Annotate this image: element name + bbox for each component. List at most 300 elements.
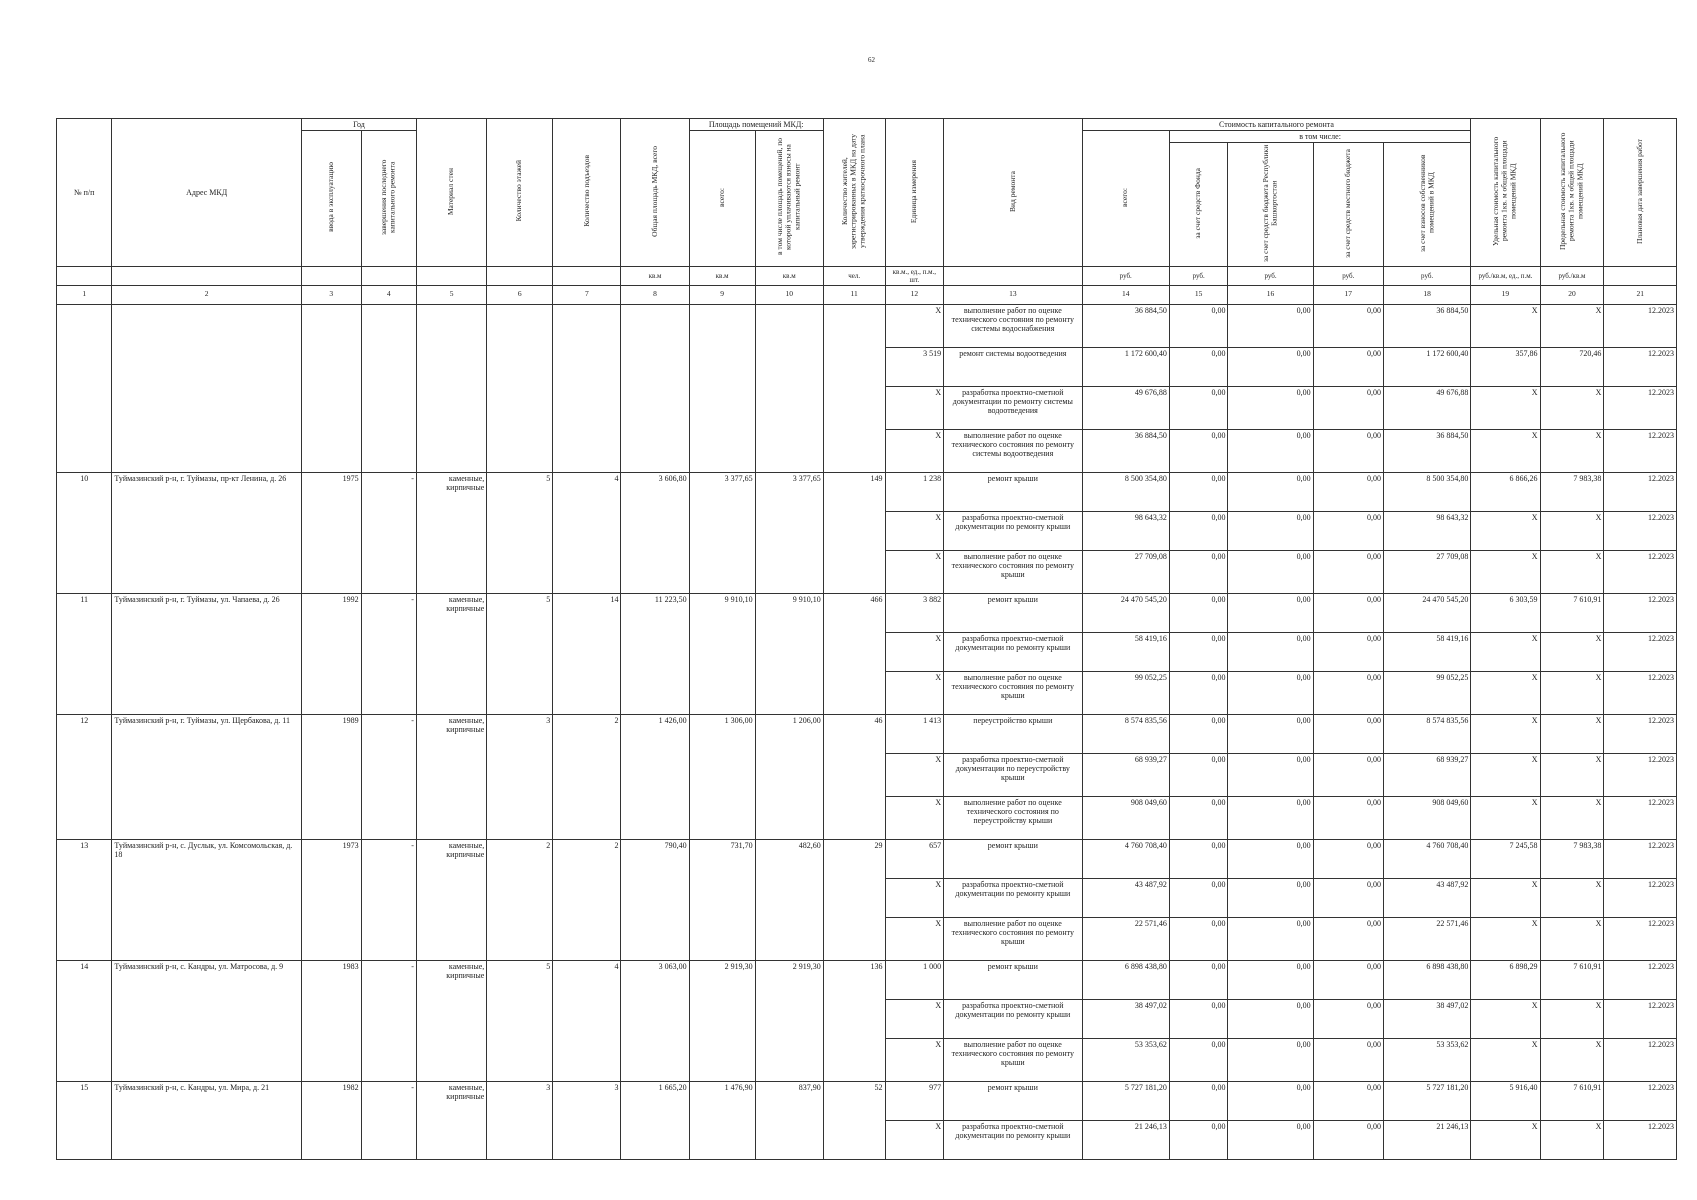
planned-date: 12.2023 [1604, 632, 1677, 671]
cost-republic: 0,00 [1228, 671, 1313, 714]
max-cost: 7 983,38 [1540, 839, 1604, 878]
header-total-area: Общая площадь МКД, всего [621, 119, 689, 267]
wall-material: каменные, кирпичные [416, 593, 486, 714]
cost-fund: 0,00 [1169, 878, 1228, 917]
cost-owners: 908 049,60 [1383, 796, 1470, 839]
cost-local: 0,00 [1313, 550, 1383, 593]
cost-local: 0,00 [1313, 839, 1383, 878]
col-number: 19 [1471, 285, 1540, 304]
header-work-type: Вид ремонта [944, 119, 1082, 267]
cost-total: 36 884,50 [1082, 429, 1169, 472]
premises-contrib-area: 482,60 [755, 839, 823, 960]
cost-local: 0,00 [1313, 714, 1383, 753]
header-cost-fund: за счет средств Фонда [1169, 143, 1228, 266]
cost-fund: 0,00 [1169, 511, 1228, 550]
unit-cell: руб. [1082, 266, 1169, 285]
max-cost: 7 983,38 [1540, 472, 1604, 511]
cost-owners: 68 939,27 [1383, 753, 1470, 796]
cost-local: 0,00 [1313, 1081, 1383, 1120]
house-number: 10 [57, 472, 112, 593]
cost-owners: 58 419,16 [1383, 632, 1470, 671]
year-commissioning: 1989 [301, 714, 361, 839]
header-cost-local: за счет средств местного бюджета [1313, 143, 1383, 266]
cost-republic: 0,00 [1228, 632, 1313, 671]
cost-fund: 0,00 [1169, 1120, 1228, 1159]
total-area: 3 063,00 [621, 960, 689, 1081]
year-commissioning: 1973 [301, 839, 361, 960]
work-unit: X [885, 878, 944, 917]
unit-cell: кв.м [621, 266, 689, 285]
planned-date: 12.2023 [1604, 1038, 1677, 1081]
cost-total: 908 049,60 [1082, 796, 1169, 839]
table-row [57, 1081, 1677, 1120]
work-type: разработка проектно-сметной документации по ремонту крыши [944, 878, 1082, 917]
max-cost: X [1540, 632, 1604, 671]
planned-date: 12.2023 [1604, 511, 1677, 550]
premises-area: 9 910,10 [689, 593, 755, 714]
cost-republic: 0,00 [1228, 511, 1313, 550]
header-premises: Площадь помещений МКД: [689, 119, 823, 131]
planned-date: 12.2023 [1604, 999, 1677, 1038]
cost-total: 98 643,32 [1082, 511, 1169, 550]
residents-count: 149 [823, 472, 885, 593]
cost-fund: 0,00 [1169, 917, 1228, 960]
planned-date: 12.2023 [1604, 960, 1677, 999]
planned-date: 12.2023 [1604, 386, 1677, 429]
work-type: ремонт крыши [944, 593, 1082, 632]
work-type: ремонт системы водоотведения [944, 347, 1082, 386]
work-unit: X [885, 304, 944, 347]
capital-repair-table [56, 118, 1677, 1160]
work-unit: X [885, 1038, 944, 1081]
floors-count: 3 [487, 714, 553, 839]
cost-republic: 0,00 [1228, 1120, 1313, 1159]
unit-cost: X [1471, 511, 1540, 550]
cost-local: 0,00 [1313, 632, 1383, 671]
unit-cell: руб. [1383, 266, 1470, 285]
planned-date: 12.2023 [1604, 796, 1677, 839]
house-address [112, 304, 302, 472]
work-unit: 1 413 [885, 714, 944, 753]
floors-count: 5 [487, 593, 553, 714]
table-body [57, 304, 1677, 1159]
cost-owners: 36 884,50 [1383, 429, 1470, 472]
cost-republic: 0,00 [1228, 839, 1313, 878]
entrances-count: 2 [553, 714, 621, 839]
cost-fund: 0,00 [1169, 1038, 1228, 1081]
unit-cell: руб. [1313, 266, 1383, 285]
planned-date: 12.2023 [1604, 1120, 1677, 1159]
col-number: 17 [1313, 285, 1383, 304]
planned-date: 12.2023 [1604, 878, 1677, 917]
col-number: 20 [1540, 285, 1604, 304]
wall-material: каменные, кирпичные [416, 839, 486, 960]
work-unit: X [885, 753, 944, 796]
col-number: 3 [301, 285, 361, 304]
cost-owners: 1 172 600,40 [1383, 347, 1470, 386]
premises-area [689, 304, 755, 472]
planned-date: 12.2023 [1604, 429, 1677, 472]
cost-republic: 0,00 [1228, 796, 1313, 839]
header-material: Материал стен [416, 119, 486, 267]
planned-date: 12.2023 [1604, 671, 1677, 714]
max-cost: X [1540, 999, 1604, 1038]
premises-contrib-area: 9 910,10 [755, 593, 823, 714]
col-number: 2 [112, 285, 302, 304]
cost-republic: 0,00 [1228, 593, 1313, 632]
cost-local: 0,00 [1313, 917, 1383, 960]
cost-republic: 0,00 [1228, 999, 1313, 1038]
unit-cost: X [1471, 999, 1540, 1038]
premises-area: 1 306,00 [689, 714, 755, 839]
max-cost: X [1540, 917, 1604, 960]
year-commissioning: 1992 [301, 593, 361, 714]
planned-date: 12.2023 [1604, 550, 1677, 593]
cost-fund: 0,00 [1169, 386, 1228, 429]
planned-date: 12.2023 [1604, 304, 1677, 347]
cost-republic: 0,00 [1228, 1081, 1313, 1120]
cost-local: 0,00 [1313, 999, 1383, 1038]
cost-local: 0,00 [1313, 878, 1383, 917]
unit-cell: кв.м [689, 266, 755, 285]
max-cost: X [1540, 1120, 1604, 1159]
work-type: выполнение работ по оценке технического состояния по ремонту системы водоотведения [944, 429, 1082, 472]
unit-cost: 6 303,59 [1471, 593, 1540, 632]
header-planned-date: Плановая дата завершения работ [1604, 119, 1677, 267]
cost-fund: 0,00 [1169, 960, 1228, 999]
year-last-repair: - [361, 593, 416, 714]
max-cost: X [1540, 550, 1604, 593]
col-number: 8 [621, 285, 689, 304]
planned-date: 12.2023 [1604, 1081, 1677, 1120]
header-unit-cost: Удельная стоимость капитального ремонта 1кв. м общей площади помещений МКД [1471, 119, 1540, 267]
cost-local: 0,00 [1313, 960, 1383, 999]
cost-local: 0,00 [1313, 1120, 1383, 1159]
cost-owners: 98 643,32 [1383, 511, 1470, 550]
unit-cost: 7 245,58 [1471, 839, 1540, 878]
work-type: выполнение работ по оценке технического состояния по ремонту крыши [944, 671, 1082, 714]
table-row [57, 472, 1677, 511]
max-cost: 7 610,91 [1540, 1081, 1604, 1120]
col-number: 21 [1604, 285, 1677, 304]
total-area: 1 665,20 [621, 1081, 689, 1159]
work-unit: X [885, 429, 944, 472]
cost-fund: 0,00 [1169, 753, 1228, 796]
residents-count: 29 [823, 839, 885, 960]
max-cost: 7 610,91 [1540, 593, 1604, 632]
cost-local: 0,00 [1313, 429, 1383, 472]
col-number: 14 [1082, 285, 1169, 304]
header-cost-owners: за счет взносов собственников помещений в МКД [1383, 143, 1470, 266]
work-type: ремонт крыши [944, 472, 1082, 511]
residents-count: 46 [823, 714, 885, 839]
residents-count: 466 [823, 593, 885, 714]
max-cost: X [1540, 511, 1604, 550]
cost-total: 58 419,16 [1082, 632, 1169, 671]
cost-total: 4 760 708,40 [1082, 839, 1169, 878]
max-cost: 7 610,91 [1540, 960, 1604, 999]
cost-owners: 4 760 708,40 [1383, 839, 1470, 878]
unit-cell: кв.м [755, 266, 823, 285]
floors-count [487, 304, 553, 472]
premises-contrib-area [755, 304, 823, 472]
cost-republic: 0,00 [1228, 714, 1313, 753]
premises-area: 1 476,90 [689, 1081, 755, 1159]
cost-owners: 43 487,92 [1383, 878, 1470, 917]
house-number: 12 [57, 714, 112, 839]
work-unit: X [885, 550, 944, 593]
cost-fund: 0,00 [1169, 671, 1228, 714]
year-commissioning: 1975 [301, 472, 361, 593]
work-unit: X [885, 796, 944, 839]
header-incl: в том числе: [1169, 131, 1470, 143]
work-unit: X [885, 511, 944, 550]
cost-fund: 0,00 [1169, 796, 1228, 839]
cost-total: 53 353,62 [1082, 1038, 1169, 1081]
max-cost: X [1540, 796, 1604, 839]
cost-fund: 0,00 [1169, 999, 1228, 1038]
work-unit: 977 [885, 1081, 944, 1120]
col-number: 5 [416, 285, 486, 304]
unit-cost: 357,86 [1471, 347, 1540, 386]
entrances-count: 4 [553, 960, 621, 1081]
premises-area: 2 919,30 [689, 960, 755, 1081]
col-number: 6 [487, 285, 553, 304]
header-num: № п/п [57, 119, 112, 267]
cost-owners: 5 727 181,20 [1383, 1081, 1470, 1120]
cost-republic: 0,00 [1228, 347, 1313, 386]
planned-date: 12.2023 [1604, 714, 1677, 753]
table-row [57, 839, 1677, 878]
year-last-repair [361, 304, 416, 472]
cost-total: 27 709,08 [1082, 550, 1169, 593]
house-address: Туймазинский р-н, г. Туймазы, пр-кт Ленина, д. 26 [112, 472, 302, 593]
cost-local: 0,00 [1313, 753, 1383, 796]
house-number: 11 [57, 593, 112, 714]
col-number: 18 [1383, 285, 1470, 304]
unit-cell: кв.м., ед., п.м., шт. [885, 266, 944, 285]
unit-cell: руб. [1228, 266, 1313, 285]
capital-repair-table-sheet [56, 118, 1677, 1160]
cost-fund: 0,00 [1169, 839, 1228, 878]
work-type: разработка проектно-сметной документации по ремонту крыши [944, 1120, 1082, 1159]
col-number: 7 [553, 285, 621, 304]
wall-material [416, 304, 486, 472]
cost-total: 5 727 181,20 [1082, 1081, 1169, 1120]
year-last-repair: - [361, 839, 416, 960]
wall-material: каменные, кирпичные [416, 472, 486, 593]
cost-fund: 0,00 [1169, 472, 1228, 511]
header-entrances: Количество подъездов [553, 119, 621, 267]
cost-republic: 0,00 [1228, 429, 1313, 472]
cost-owners: 27 709,08 [1383, 550, 1470, 593]
cost-local: 0,00 [1313, 796, 1383, 839]
col-number: 15 [1169, 285, 1228, 304]
work-type: разработка проектно-сметной документации по ремонту крыши [944, 632, 1082, 671]
table-row [57, 960, 1677, 999]
cost-local: 0,00 [1313, 472, 1383, 511]
cost-local: 0,00 [1313, 347, 1383, 386]
house-address: Туймазинский р-н, с. Дуслык, ул. Комсомольская, д. 18 [112, 839, 302, 960]
cost-owners: 21 246,13 [1383, 1120, 1470, 1159]
floors-count: 3 [487, 1081, 553, 1159]
work-unit: X [885, 671, 944, 714]
premises-contrib-area: 837,90 [755, 1081, 823, 1159]
work-type: разработка проектно-сметной документации по ремонту системы водоотведения [944, 386, 1082, 429]
work-unit: X [885, 632, 944, 671]
premises-contrib-area: 1 206,00 [755, 714, 823, 839]
cost-total: 99 052,25 [1082, 671, 1169, 714]
cost-total: 68 939,27 [1082, 753, 1169, 796]
header-cost-total: всего: [1082, 131, 1169, 266]
work-unit: 3 519 [885, 347, 944, 386]
table-row [57, 304, 1677, 347]
house-address: Туймазинский р-н, с. Кандры, ул. Мира, д. 21 [112, 1081, 302, 1159]
work-type: выполнение работ по оценке технического состояния по ремонту крыши [944, 550, 1082, 593]
year-last-repair: - [361, 1081, 416, 1159]
header-cost-republic: за счет средств бюджета Республики Башкортостан [1228, 143, 1313, 266]
cost-local: 0,00 [1313, 511, 1383, 550]
work-type: ремонт крыши [944, 960, 1082, 999]
total-area: 3 606,80 [621, 472, 689, 593]
cost-fund: 0,00 [1169, 347, 1228, 386]
cost-total: 6 898 438,80 [1082, 960, 1169, 999]
cost-total: 24 470 545,20 [1082, 593, 1169, 632]
wall-material: каменные, кирпичные [416, 714, 486, 839]
premises-area: 3 377,65 [689, 472, 755, 593]
year-commissioning [301, 304, 361, 472]
unit-cost: X [1471, 429, 1540, 472]
total-area: 11 223,50 [621, 593, 689, 714]
max-cost: X [1540, 753, 1604, 796]
planned-date: 12.2023 [1604, 839, 1677, 878]
cost-total: 43 487,92 [1082, 878, 1169, 917]
header-max-cost: Предельная стоимость капитального ремонта 1кв. м общей площади помещений МКД [1540, 119, 1604, 267]
floors-count: 2 [487, 839, 553, 960]
col-number: 16 [1228, 285, 1313, 304]
unit-cell: руб./кв.м [1540, 266, 1604, 285]
work-type: выполнение работ по оценке технического состояния по ремонту крыши [944, 1038, 1082, 1081]
header-year: Год [301, 119, 416, 131]
wall-material: каменные, кирпичные [416, 960, 486, 1081]
header-address: Адрес МКД [112, 119, 302, 267]
cost-owners: 8 574 835,56 [1383, 714, 1470, 753]
unit-cell: руб./кв.м, ед., п.м. [1471, 266, 1540, 285]
unit-cost: X [1471, 550, 1540, 593]
header-cost: Стоимость капитального ремонта [1082, 119, 1471, 131]
cost-republic: 0,00 [1228, 386, 1313, 429]
cost-fund: 0,00 [1169, 593, 1228, 632]
unit-cost: X [1471, 1120, 1540, 1159]
work-type: разработка проектно-сметной документации по ремонту крыши [944, 511, 1082, 550]
work-type: ремонт крыши [944, 839, 1082, 878]
cost-total: 8 500 354,80 [1082, 472, 1169, 511]
house-number [57, 304, 112, 472]
cost-total: 36 884,50 [1082, 304, 1169, 347]
work-type: разработка проектно-сметной документации по переустройству крыши [944, 753, 1082, 796]
unit-cost: 6 866,26 [1471, 472, 1540, 511]
house-address: Туймазинский р-н, с. Кандры, ул. Матросова, д. 9 [112, 960, 302, 1081]
cost-fund: 0,00 [1169, 632, 1228, 671]
cost-fund: 0,00 [1169, 1081, 1228, 1120]
max-cost: X [1540, 671, 1604, 714]
cost-owners: 36 884,50 [1383, 304, 1470, 347]
header-premises-total: всего: [689, 131, 755, 266]
cost-fund: 0,00 [1169, 429, 1228, 472]
total-area: 790,40 [621, 839, 689, 960]
cost-fund: 0,00 [1169, 304, 1228, 347]
col-number: 11 [823, 285, 885, 304]
header-premises-contrib: в том числе площадь помещений, по которой уплачиваются взносы на капитальный ремонт [755, 131, 823, 266]
cost-fund: 0,00 [1169, 714, 1228, 753]
unit-cost: X [1471, 917, 1540, 960]
cost-owners: 22 571,46 [1383, 917, 1470, 960]
cost-republic: 0,00 [1228, 550, 1313, 593]
col-number: 4 [361, 285, 416, 304]
cost-owners: 6 898 438,80 [1383, 960, 1470, 999]
cost-total: 49 676,88 [1082, 386, 1169, 429]
premises-contrib-area: 2 919,30 [755, 960, 823, 1081]
unit-cost: 6 898,29 [1471, 960, 1540, 999]
cost-republic: 0,00 [1228, 753, 1313, 796]
work-type: выполнение работ по оценке технического состояния по ремонту системы водоснабжения [944, 304, 1082, 347]
max-cost: X [1540, 878, 1604, 917]
header-unit: Единица измерения [885, 119, 944, 267]
unit-cost: X [1471, 671, 1540, 714]
cost-total: 8 574 835,56 [1082, 714, 1169, 753]
max-cost: X [1540, 429, 1604, 472]
col-number: 10 [755, 285, 823, 304]
table-row [57, 593, 1677, 632]
unit-cost: X [1471, 1038, 1540, 1081]
table-row [57, 714, 1677, 753]
floors-count: 5 [487, 960, 553, 1081]
cost-republic: 0,00 [1228, 1038, 1313, 1081]
work-type: ремонт крыши [944, 1081, 1082, 1120]
col-number: 12 [885, 285, 944, 304]
header-year-commissioning: ввода в эксплуатацию [301, 131, 361, 266]
cost-owners: 24 470 545,20 [1383, 593, 1470, 632]
house-number: 14 [57, 960, 112, 1081]
residents-count [823, 304, 885, 472]
header-floors: Количество этажей [487, 119, 553, 267]
entrances-count: 14 [553, 593, 621, 714]
cost-fund: 0,00 [1169, 550, 1228, 593]
residents-count: 136 [823, 960, 885, 1081]
planned-date: 12.2023 [1604, 347, 1677, 386]
work-unit: 657 [885, 839, 944, 878]
cost-republic: 0,00 [1228, 960, 1313, 999]
work-unit: 1 238 [885, 472, 944, 511]
planned-date: 12.2023 [1604, 472, 1677, 511]
floors-count: 5 [487, 472, 553, 593]
unit-cost: X [1471, 878, 1540, 917]
page-number: 62 [868, 56, 875, 64]
year-last-repair: - [361, 472, 416, 593]
cost-local: 0,00 [1313, 1038, 1383, 1081]
house-number: 13 [57, 839, 112, 960]
max-cost: 720,46 [1540, 347, 1604, 386]
header-year-last-repair: завершения последнего капитального ремонта [361, 131, 416, 266]
cost-owners: 99 052,25 [1383, 671, 1470, 714]
year-last-repair: - [361, 960, 416, 1081]
cost-owners: 49 676,88 [1383, 386, 1470, 429]
units-row [57, 266, 1677, 285]
max-cost: X [1540, 304, 1604, 347]
planned-date: 12.2023 [1604, 917, 1677, 960]
work-unit: 3 882 [885, 593, 944, 632]
cost-republic: 0,00 [1228, 878, 1313, 917]
